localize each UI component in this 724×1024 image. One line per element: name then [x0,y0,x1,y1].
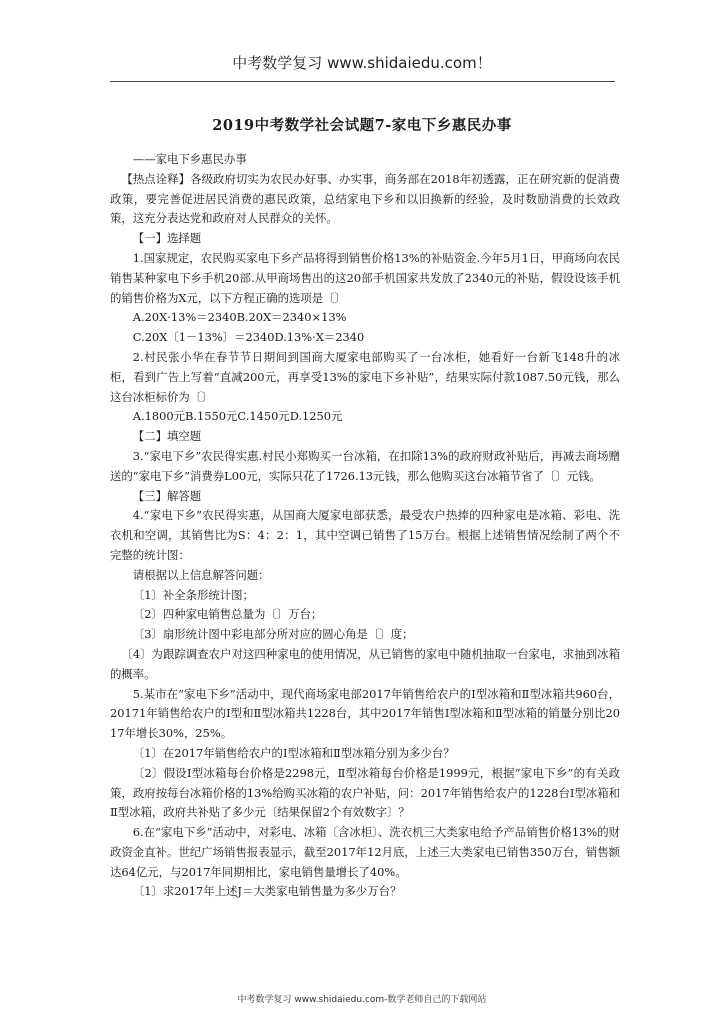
question-4-prompt: 请根据以上信息解答问题： [132,567,270,582]
section-heading-fill: 【二】填空题 [132,429,202,444]
section-heading-answer: 【三】解答题 [132,488,202,503]
question-3: 3.“家电下乡”农民得实惠.村民小郑购买一台冰箱，在扣除13%的政府财政补贴后，再减去商场赠送的“家电下乡”消费券L00元，实际只花了1726.13元钱，那么他购买这台冰箱节省了〔〕元钱。 [110,448,620,483]
header-divider [110,81,615,82]
page-header: 中考数学复习 www.shidaiedu.com！ [232,54,492,72]
question-5-part-1: 〔1〕在2017年销售给农户的Ⅰ型冰箱和Ⅱ型冰箱分别为多少台？ [132,745,455,760]
question-2: 2.村民张小华在春节节日期间到国商大厦家电部购买了一台冰柜，她看好一台新飞148升的冰柜，看到广告上写着“直减200元，再享受13%的家电下乡补贴”，结果实际付款1087.50元钱，那么这台冰柜标价为〔〕 [110,349,620,404]
question-4-part-1: 〔1〕补全条形统计图； [132,587,254,602]
question-1: 1.国家规定，农民购买家电下乡产品将得到销售价格13%的补贴资金.今年5月1日，甲商场向农民销售某种家电下乡手机20部.从甲商场售出的这20部手机国家共发放了2340元的补贴，假设设该手机的销售价格为X元，以下方程正确的选项是〔〕 [110,250,620,305]
page-footer: 中考数学复习 www.shidaiedu.com-数学老师自己的下载网站 [237,995,487,1005]
document-body [110,150,620,902]
question-1-options-ab: A.20X·13%＝2340B.20X＝2340×13% [132,310,347,325]
intro-paragraph: 【热点诠释】各级政府切实为农民办好事、办实事，商务部在2018年初透露，正在研究新的促消费政策，要完善促进居民消费的惠民政策，总结家电下乡和以旧换新的经验，及时数励消费的长效政策，这充分表达党和政府对人民群众的关怀。 [110,171,620,226]
document-title: 2019中考数学社会试题7-家电下乡惠民办事 [212,117,512,134]
question-5-part-2: 〔2〕假设Ⅰ型冰箱每台价格是2298元，Ⅱ型冰箱每台价格是1999元，根据“家电下乡”的有关政策，政府按每台冰箱价格的13%给购买冰箱的农户补贴，问：2017年销售给农户的1228台Ⅰ型冰箱和Ⅱ型冰箱，政府共补贴了多少元〔结果保留2个有效数字〕？ [110,765,620,820]
subtitle: ——家电下乡惠民办事 [132,152,247,166]
question-5: 5.某市在“家电下乡”活动中，现代商场家电部2017年销售给农户的Ⅰ型冰箱和Ⅱ型冰箱共960台，20171年销售给农户的Ⅰ型和Ⅱ型冰箱共1228台，其中2017年销售Ⅰ型冰箱和Ⅱ型冰箱的销量分别比2017年增长30%，25%。 [110,686,620,741]
question-4-part-4: 〔4〕为跟踪调查农户对这四种家电的使用情况，从已销售的家电中随机抽取一台家电，求抽到冰箱的概率。 [110,646,620,681]
question-4-part-2: 〔2〕四种家电销售总量为〔〕万台； [132,607,323,622]
question-1-options-cd: C.20X〔1－13%〕＝2340D.13%·X＝2340 [132,330,365,345]
question-6-part-1: 〔1〕求2017年上述J＝大类家电销售量为多少万台？ [132,884,402,899]
question-2-options: A.1800元B.1550元C.1450元D.1250元 [132,409,343,424]
question-4-part-3: 〔3〕扇形统计图中彩电部分所对应的圆心角是〔〕度； [132,627,414,642]
question-4: 4.“家电下乡”农民得实惠，从国商大厦家电部获悉，最受农户热捧的四种家电是冰箱、彩电、洗衣机和空调，其销售比为S：4：2：1，其中空调已销售了15万台。根据上述销售情况绘制了两个不完整的统计图： [110,508,620,562]
question-6: 6.在“家电下乡”活动中，对彩电、冰箱〔含冰柜〕、洗衣机三大类家电给予产品销售价格13%的财政资金直补。世纪广场销售报表显示，截至2017年12月底，上述三大类家电已销售350万台，销售额达64亿元，与2017年同期相比，家电销售量增长了40%。 [110,825,620,879]
section-heading-choice: 【一】选择题 [132,231,202,246]
